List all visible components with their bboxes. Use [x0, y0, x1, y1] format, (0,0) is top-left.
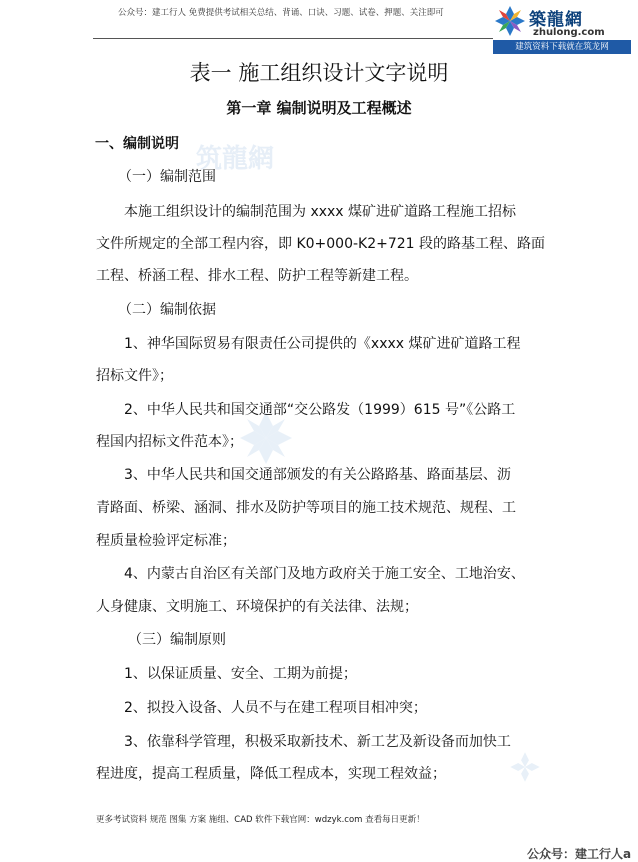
footer-brand: 公众号：建工行人a	[527, 847, 632, 861]
header-note: 公众号：建工行人 免费提供考试相关总结、背诵、口诀、习题、试卷、押题、关注即可	[118, 8, 444, 18]
scope-line: 本施工组织设计的编制范围为 xxxx 煤矿进矿道路工程施工招标	[124, 204, 517, 220]
footer-note: 更多考试资料 规范 图集 方案 施组、CAD 软件下载官网：wdzyk.com 查看每日更新！	[96, 815, 425, 825]
watermark-snowflake-small-icon	[508, 750, 542, 784]
logo-name-cn: 築龍網	[529, 10, 583, 30]
watermark-text: 筑龍網	[196, 144, 275, 174]
header-divider	[93, 38, 493, 39]
basis-line: 3、中华人民共和国交通部颁发的有关公路路基、路面基层、沥	[124, 467, 511, 483]
basis-line: 4、内蒙古自治区有关部门及地方政府关于施工安全、工地治安、	[124, 566, 525, 582]
basis-line: 2、中华人民共和国交通部“交公路发（1999）615 号”《公路工	[124, 402, 516, 418]
principles-line: 2、拟投入设备、人员不与在建工程项目相冲突；	[124, 700, 427, 716]
principles-heading: （三）编制原则	[128, 632, 226, 648]
scope-heading: （一）编制范围	[118, 169, 216, 185]
chapter-title: 第一章 编制说明及工程概述	[226, 99, 412, 117]
principles-line: 3、依靠科学管理，积极采取新技术、新工艺及新设备而加快工	[124, 734, 511, 750]
principles-line: 1、以保证质量、安全、工期为前提；	[124, 666, 357, 682]
basis-line: 青路面、桥梁、涵洞、排水及防护等项目的施工技术规范、规程、工	[96, 500, 516, 516]
basis-heading: （二）编制依据	[118, 302, 216, 318]
section-heading: 一、编制说明	[95, 136, 179, 152]
basis-line: 程国内招标文件范本》；	[96, 434, 243, 450]
logo-name-en: zhulong.com	[533, 27, 605, 38]
basis-line: 招标文件》；	[96, 368, 173, 384]
zhulong-logo	[493, 2, 633, 54]
snowflake-logo-icon	[493, 4, 527, 38]
basis-line: 人身健康、文明施工、环境保护的有关法律、法规；	[96, 599, 418, 615]
logo-tagline: 建筑资料下载就在筑龙网	[493, 40, 631, 54]
basis-line: 1、神华国际贸易有限责任公司提供的《xxxx 煤矿进矿道路工程	[124, 336, 521, 352]
principles-line: 程进度，提高工程质量，降低工程成本，实现工程效益；	[96, 766, 446, 782]
scope-line: 文件所规定的全部工程内容，即 K0+000-K2+721 段的路基工程、路面	[96, 236, 546, 252]
basis-line: 程质量检验评定标准；	[96, 533, 236, 549]
document-title: 表一 施工组织设计文字说明	[189, 61, 449, 85]
scope-line: 工程、桥涵工程、排水工程、防护工程等新建工程。	[96, 268, 418, 284]
